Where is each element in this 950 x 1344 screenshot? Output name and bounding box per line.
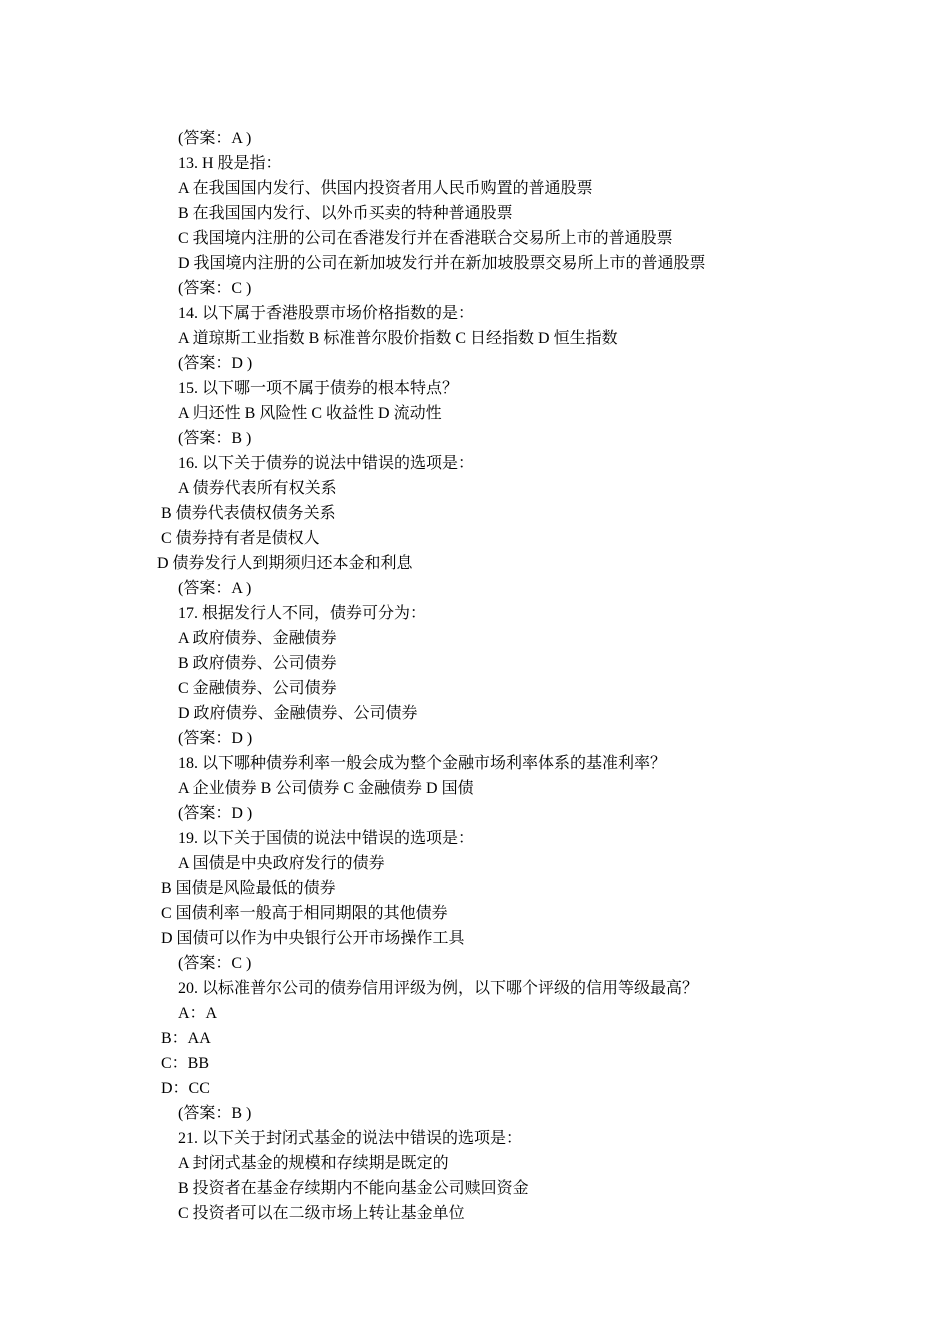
text-line: (答案：A ): [178, 130, 252, 147]
text-line: D 我国境内注册的公司在新加坡发行并在新加坡股票交易所上市的普通股票: [178, 255, 706, 272]
text-line: A 在我国国内发行、供国内投资者用人民币购置的普通股票: [178, 180, 593, 197]
text-line: 14. 以下属于香港股票市场价格指数的是：: [178, 305, 475, 322]
text-line: C 债券持有者是债权人: [161, 530, 320, 547]
text-line: 16. 以下关于债券的说法中错误的选项是：: [178, 455, 475, 472]
text-line: C：BB: [161, 1055, 210, 1072]
text-line: (答案：A ): [178, 580, 252, 597]
text-line: D 政府债券、金融债券、公司债券: [178, 705, 418, 722]
text-line: D 国债可以作为中央银行公开市场操作工具: [161, 930, 465, 947]
text-line: (答案：B ): [178, 430, 252, 447]
text-line: C 投资者可以在二级市场上转让基金单位: [178, 1205, 465, 1222]
text-line: D：CC: [161, 1080, 210, 1097]
text-line: 18. 以下哪种债券利率一般会成为整个金融市场利率体系的基准利率？: [178, 755, 667, 772]
text-line: C 国债利率一般高于相同期限的其他债券: [161, 905, 448, 922]
text-line: A 道琼斯工业指数 B 标准普尔股价指数 C 日经指数 D 恒生指数: [178, 330, 618, 347]
text-line: 15. 以下哪一项不属于债券的根本特点？: [178, 380, 459, 397]
text-line: (答案：D ): [178, 730, 253, 747]
text-line: (答案：D ): [178, 355, 253, 372]
text-line: B 投资者在基金存续期内不能向基金公司赎回资金: [178, 1180, 529, 1197]
text-line: 17. 根据发行人不同，债券可分为：: [178, 605, 427, 622]
text-line: (答案：C ): [178, 955, 252, 972]
text-line: 20. 以标准普尔公司的债券信用评级为例，以下哪个评级的信用等级最高？: [178, 980, 699, 997]
text-line: (答案：D ): [178, 805, 253, 822]
text-line: A：A: [178, 1005, 218, 1022]
text-line: C 我国境内注册的公司在香港发行并在香港联合交易所上市的普通股票: [178, 230, 673, 247]
text-line: A 政府债券、金融债券: [178, 630, 337, 647]
text-line: D 债券发行人到期须归还本金和利息: [157, 555, 413, 572]
text-line: A 企业债券 B 公司债券 C 金融债券 D 国债: [178, 780, 474, 797]
text-line: 13. H 股是指：: [178, 155, 282, 172]
text-line: B 国债是风险最低的债券: [161, 880, 336, 897]
text-line: A 封闭式基金的规模和存续期是既定的: [178, 1155, 449, 1172]
text-line: C 金融债券、公司债券: [178, 680, 337, 697]
text-line: 21. 以下关于封闭式基金的说法中错误的选项是：: [178, 1130, 523, 1147]
text-line: B 债券代表债权债务关系: [161, 505, 336, 522]
document-body: [0, 126, 950, 1226]
text-line: B 政府债券、公司债券: [178, 655, 337, 672]
text-line: B 在我国国内发行、以外币买卖的特种普通股票: [178, 205, 513, 222]
text-line: 19. 以下关于国债的说法中错误的选项是：: [178, 830, 475, 847]
text-line: (答案：B ): [178, 1105, 252, 1122]
text-line: A 归还性 B 风险性 C 收益性 D 流动性: [178, 405, 442, 422]
text-line: (答案：C ): [178, 280, 252, 297]
text-line: A 债券代表所有权关系: [178, 480, 337, 497]
text-line: B：AA: [161, 1030, 211, 1047]
text-line: A 国债是中央政府发行的债券: [178, 855, 385, 872]
